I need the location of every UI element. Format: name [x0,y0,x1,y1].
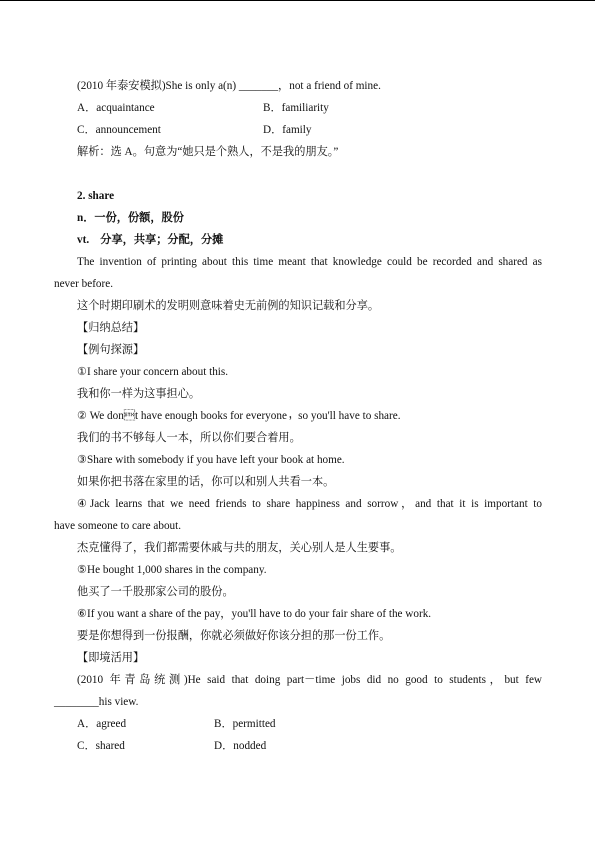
example-6-chinese: 要是你想得到一份报酬，你就必须做好你该分担的那一份工作。 [77,630,391,642]
intro-english-line-2: never before. [54,278,114,290]
verb-definition: vt. 分享，共享；分配，分摊 [77,234,224,246]
question-1-explanation: 解析：选 A。句意为“她只是个熟人，不是我的朋友。” [77,146,339,158]
example-3-english: ③Share with somebody if you have left your book at home. [77,454,345,466]
example-4-english-line-2: have someone to care about. [54,520,182,532]
question-2-option-a: A．agreed [77,718,127,730]
question-1-option-d: D．family [263,124,312,136]
practice-label: 【即境活用】 [77,652,145,664]
section-heading: 2. share [77,190,115,202]
question-2-stem-line-2: ________his view. [54,696,139,708]
noun-definition: n．一份，份额，股份 [77,212,184,224]
example-1-english: ①I share your concern about this. [77,366,229,378]
example-5-chinese: 他买了一千股那家公司的股份。 [77,586,234,598]
question-2-option-d: D．nodded [214,740,267,752]
question-1-option-b: B．familiarity [263,102,329,114]
question-1-option-a: A．acquaintance [77,102,155,114]
summary-label: 【归纳总结】 [77,322,145,334]
example-4-english-line-1: ④Jack learns that we need friends to share happiness and sorrow，and that it is important to [77,498,542,510]
example-2-english: ② We dont have enough books for everyone，so you'll have to share. [77,410,401,422]
question-1-stem: (2010 年泰安模拟)She is only a(n) _______，not a friend of mine. [77,80,381,92]
example-1-chinese: 我和你一样为这事担心。 [77,388,201,400]
examples-label: 【例句探源】 [77,344,145,356]
question-2-stem-line-1: (2010 年青岛统测)He said that doing part－time jobs did no good to students，but few [77,674,542,686]
example-5-english: ⑤He bought 1,000 shares in the company. [77,564,267,576]
page-top-rule [0,0,595,1]
intro-english-line-1: The invention of printing about this time meant that knowledge could be recorded and shared as [77,256,542,268]
question-2-option-c: C．shared [77,740,125,752]
question-1-option-c: C．announcement [77,124,161,136]
intro-chinese: 这个时期印刷术的发明则意味着史无前例的知识记载和分享。 [77,300,380,312]
example-2-chinese: 我们的书不够每人一本，所以你们要合着用。 [77,432,301,444]
example-4-chinese: 杰克懂得了，我们都需要休戚与共的朋友，关心别人是人生要事。 [77,542,402,554]
example-6-english: ⑥If you want a share of the pay，you'll have to do your fair share of the work. [77,608,432,620]
example-3-chinese: 如果你把书落在家里的话，你可以和别人共看一本。 [77,476,335,488]
question-2-option-b: B．permitted [214,718,276,730]
